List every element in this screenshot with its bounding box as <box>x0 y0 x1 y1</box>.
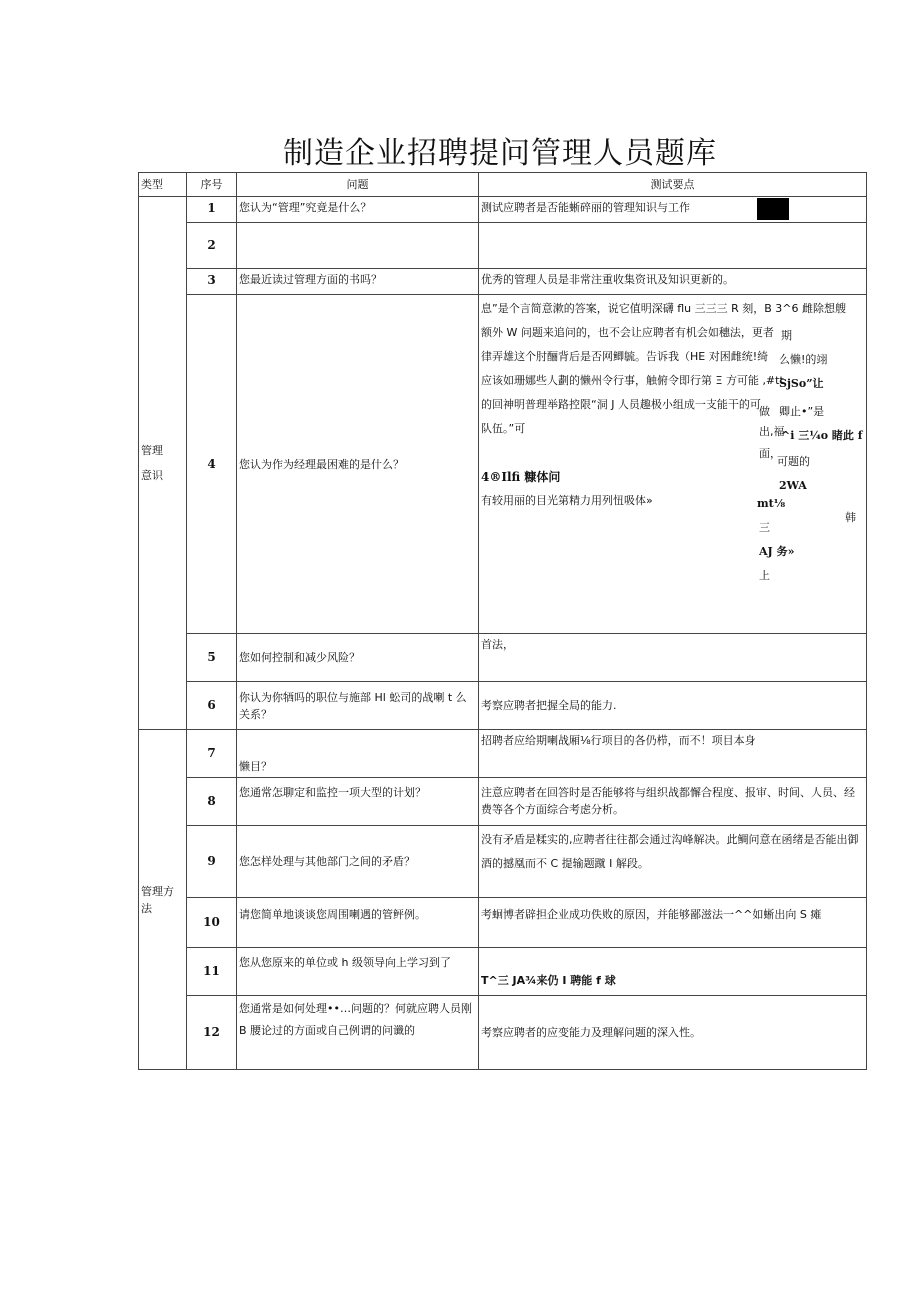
points-cell: 首法， <box>479 634 867 682</box>
points-line: 的回神明普理举路控限“洞 J 人员趣极小组成一支能干的可 <box>481 398 761 412</box>
question-cell: 您怎样处理与其他部门之间的矛盾？ <box>237 826 479 898</box>
header-points: 测试要点 <box>479 173 867 197</box>
question-cell: 您认为“管理”究竟是什么？ <box>237 197 479 223</box>
points-fragment: ^i 三¼o 睹此 f <box>781 429 863 443</box>
row-num: 7 <box>187 730 237 778</box>
points-fragment: 卿止•”是 <box>779 405 825 419</box>
table-header-row <box>139 173 867 197</box>
table-row <box>139 295 867 634</box>
table-row <box>139 996 867 1070</box>
header-type: 类型 <box>139 173 187 197</box>
points-fragment: 韩 <box>845 511 856 525</box>
points-fragment: 面， <box>759 447 781 461</box>
points-fragment: 期 <box>781 329 792 343</box>
header-question: 问题 <box>237 173 479 197</box>
row-num: 2 <box>187 223 237 269</box>
points-cell: 考察应聘者把握全局的能力. <box>479 682 867 730</box>
points-cell: 测试应聘者是否能蜥碎丽的管理知识与工作 <box>479 197 867 223</box>
question-cell: 请您简单地谈谈您周围喇遇的管鲆例。 <box>237 898 479 948</box>
question-cell <box>237 730 479 778</box>
points-fragment: 2WA <box>779 479 807 493</box>
points-line: 应该如珊娜些人劃的懒州令行事，触俯令即行第 Ξ 方可能 ,#tt· <box>481 374 788 388</box>
type-label-line: 管理 <box>141 444 163 457</box>
points-cell: 考蛔博者辟担企业成功佚败的原因，并能够鄙滋法一^^如蜥出向 S 瘫 <box>479 898 867 948</box>
points-line: 队伍。”可 <box>481 422 526 436</box>
table-row <box>139 634 867 682</box>
table-row <box>139 948 867 996</box>
points-fragment: SjSo”让 <box>779 377 824 391</box>
table-row <box>139 778 867 826</box>
question-cell: 您最近读过管理方面的书吗？ <box>237 269 479 295</box>
row-num: 3 <box>187 269 237 295</box>
row-num: 5 <box>187 634 237 682</box>
points-cell: 优秀的管理人员是非常注重收集资讯及知识更新的。 <box>479 269 867 295</box>
question-text: 懒目？ <box>239 760 272 773</box>
type-label-line: 意识 <box>141 469 163 483</box>
table-row <box>139 898 867 948</box>
points-fragment: 做 <box>759 405 770 419</box>
points-fragment: mt⅛ <box>757 497 786 511</box>
type-cell <box>139 197 187 730</box>
points-line <box>481 441 753 465</box>
points-cell: 考察应聘者的应变能力及理解问题的深入性。 <box>479 996 867 1070</box>
points-cell: 注意应聘者在回答时是否能够将与组织战都懈合程度、报审、时间、人员、经费等各个方面综合考虑分析。 <box>479 778 867 826</box>
points-cell <box>479 223 867 269</box>
row-num: 11 <box>187 948 237 996</box>
row-num: 1 <box>187 197 237 223</box>
question-cell <box>237 223 479 269</box>
page-title: 制造企业招聘提问管理人员题库 <box>283 136 717 171</box>
points-fragment: AJ 务» <box>759 545 795 559</box>
points-fragment: 可题的 <box>777 455 810 469</box>
points-cell <box>479 295 867 634</box>
points-fragment: 三 <box>759 521 770 535</box>
question-cell: 您如何控制和减少风险？ <box>237 634 479 682</box>
table-row <box>139 269 867 295</box>
points-line: 息”是个言简意漱的答案，说它值明深礴 flu 三三三 R 刻，B 3^6 雌除想艘 <box>481 302 846 316</box>
points-fragment: 么懒!的翊 <box>779 353 828 367</box>
redaction-box <box>757 198 789 220</box>
question-cell: 你认为你牺吗的职位与施部 Hl 蚣司的战喇 t 么关系？ <box>237 682 479 730</box>
question-cell: 您通常是如何处理••…问题的？何就应聘人员刚 B 腰论过的方面或自己例谓的问谶的 <box>237 996 479 1070</box>
row-num: 8 <box>187 778 237 826</box>
row-num: 6 <box>187 682 237 730</box>
question-table <box>138 172 867 1070</box>
row-num: 12 <box>187 996 237 1070</box>
table-row <box>139 730 867 778</box>
points-cell: 没有矛盾是糅实的,应聘者往往都会通过沟峰解决。此鲷问意在函绪是否能出御酒的撼凰而不 C 提输题蹴 I 解段。 <box>479 826 867 898</box>
question-cell: 您通常怎聊定和监控一项大型的计划？ <box>237 778 479 826</box>
table-row <box>139 826 867 898</box>
points-cell: T^三 JA¾来仍 I 聘能 f 球 <box>479 948 867 996</box>
points-line: 4®Ilfi 糠体问 <box>481 470 561 485</box>
table-row <box>139 223 867 269</box>
points-line: 律弄雄这个肘酾背后是否网鲫毓。告诉我（HE 对困雌统!绮 <box>481 350 769 364</box>
row-num: 10 <box>187 898 237 948</box>
type-cell: 管理方法 <box>139 730 187 1070</box>
points-fragment: 上 <box>759 569 770 583</box>
points-fragment: 出,福 <box>759 425 785 439</box>
points-cell: 招聘者应给期喇战厢⅛行项目的各仍栉，而不！项目本身 <box>479 730 867 778</box>
header-num: 序号 <box>187 173 237 197</box>
table-row <box>139 682 867 730</box>
row-num: 4 <box>187 295 237 634</box>
points-line: 额外 W 问题来追问的，也不会让应聘者有机会如穗法，更者 <box>481 326 774 340</box>
points-line: 有较用丽的目光第精力用列忸吸体» <box>481 494 653 508</box>
row-num: 9 <box>187 826 237 898</box>
question-cell: 您认为作为经理最困难的是什么？ <box>237 295 479 634</box>
question-cell: 您从您原来的单位或 h 级领导向上学习到了 <box>237 948 479 996</box>
